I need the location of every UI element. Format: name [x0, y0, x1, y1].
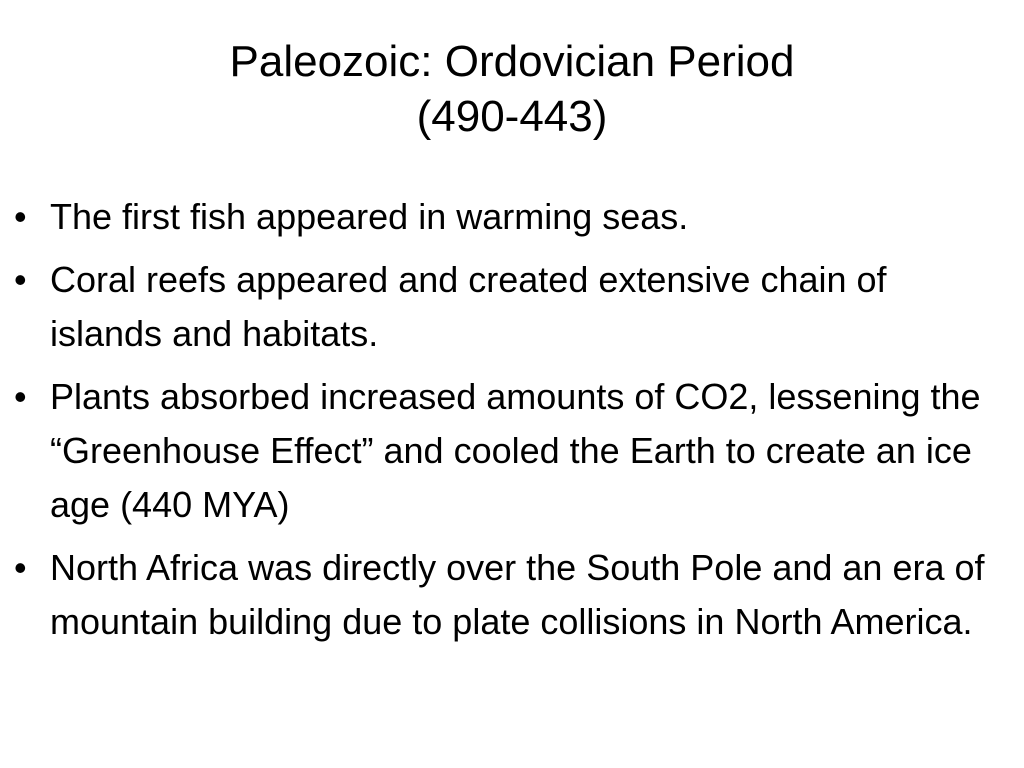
- bullet-icon: •: [14, 376, 27, 417]
- bullet-icon: •: [14, 547, 27, 588]
- bullet-icon: •: [14, 196, 27, 237]
- bullet-item-2: [14, 253, 1004, 361]
- bullet-text-4: North Africa was directly over the South Pole and an era of mountain building due to plate collisions in North America.: [50, 547, 985, 642]
- bullet-item-4: [14, 541, 1004, 649]
- slide-title-line-2: (490-443): [416, 92, 608, 141]
- bullet-item-3: [14, 370, 1004, 532]
- bullet-text-3: Plants absorbed increased amounts of CO2, lessening the “Greenhouse Effect” and cooled the Earth to create an ice age (440 MYA): [50, 376, 981, 525]
- bullet-text-1: The first fish appeared in warming seas.: [50, 196, 689, 237]
- bullet-text-2: Coral reefs appeared and created extensive chain of islands and habitats.: [50, 259, 887, 354]
- bullet-list: [14, 190, 1004, 658]
- slide-title-line-1: Paleozoic: Ordovician Period: [229, 37, 795, 86]
- bullet-item-1: [14, 190, 1004, 244]
- slide-title: [0, 34, 1024, 144]
- bullet-icon: •: [14, 259, 27, 300]
